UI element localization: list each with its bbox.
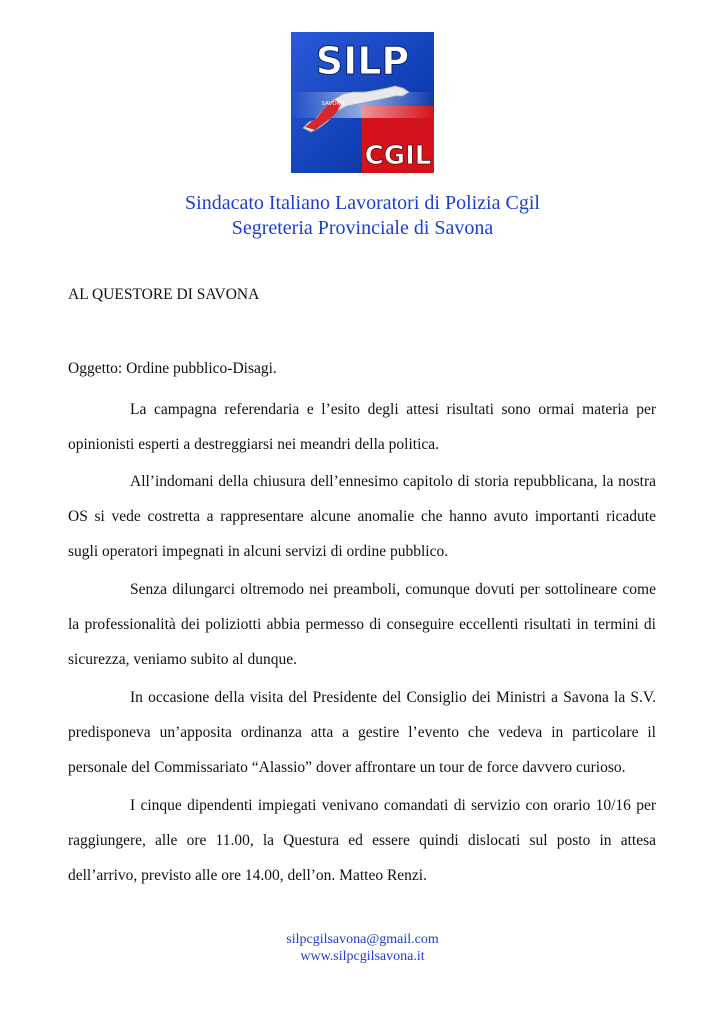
body-paragraph: I cinque dipendenti impiegati venivano comandati di servizio con orario 10/16 per raggiungere, alle ore 11.00, la Questura ed essere quindi dislocati sul posto in attesa dell’arrivo, previsto alle ore 14.00, dell’on. Matteo Renzi.	[68, 797, 656, 884]
subject-line: Oggetto: Ordine pubblico-Disagi.	[68, 360, 277, 377]
logo-top-text: SILP	[315, 39, 410, 83]
body-paragraph: Senza dilungarci oltremodo nei preamboli, comunque dovuti per sottolineare come la professionalità dei poliziotti abbia permesso di conseguire eccellenti risultati in termini di sicurezza, veniamo subito al dunque.	[68, 581, 656, 668]
addressee: AL QUESTORE DI SAVONA	[68, 286, 260, 303]
footer-email-link[interactable]: silpcgilsavona@gmail.com	[286, 932, 439, 947]
header-subtitle: Segreteria Provinciale di Savona	[231, 217, 494, 239]
body-paragraph: All’indomani della chiusura dell’ennesimo capitolo di storia repubblicana, la nostra OS si vede costretta a rappresentare alcune anomalie che hanno avuto importanti ricadute sugli operatori impegnati in alcuni servizi di ordine pubblico.	[68, 473, 656, 560]
logo-bottom-text: CGIL	[364, 141, 432, 171]
silp-cgil-logo	[291, 32, 434, 173]
body-paragraph: La campagna referendaria e l’esito degli attesi risultati sono ormai materia per opinionisti esperti a destreggiarsi nei meandri della politica.	[68, 401, 656, 453]
footer-website-link[interactable]: www.silpcgilsavona.it	[300, 949, 425, 964]
header-title: Sindacato Italiano Lavoratori di Polizia Cgil	[185, 192, 540, 214]
logo-map-label: SAVONA	[321, 101, 345, 107]
body-paragraph: In occasione della visita del Presidente del Consiglio dei Ministri a Savona la S.V. predisponeva un’apposita ordinanza atta a gestire l’evento che vedeva in particolare il personale del Commissariato “Alassio” dover affrontare un tour de force davvero curioso.	[68, 689, 656, 776]
